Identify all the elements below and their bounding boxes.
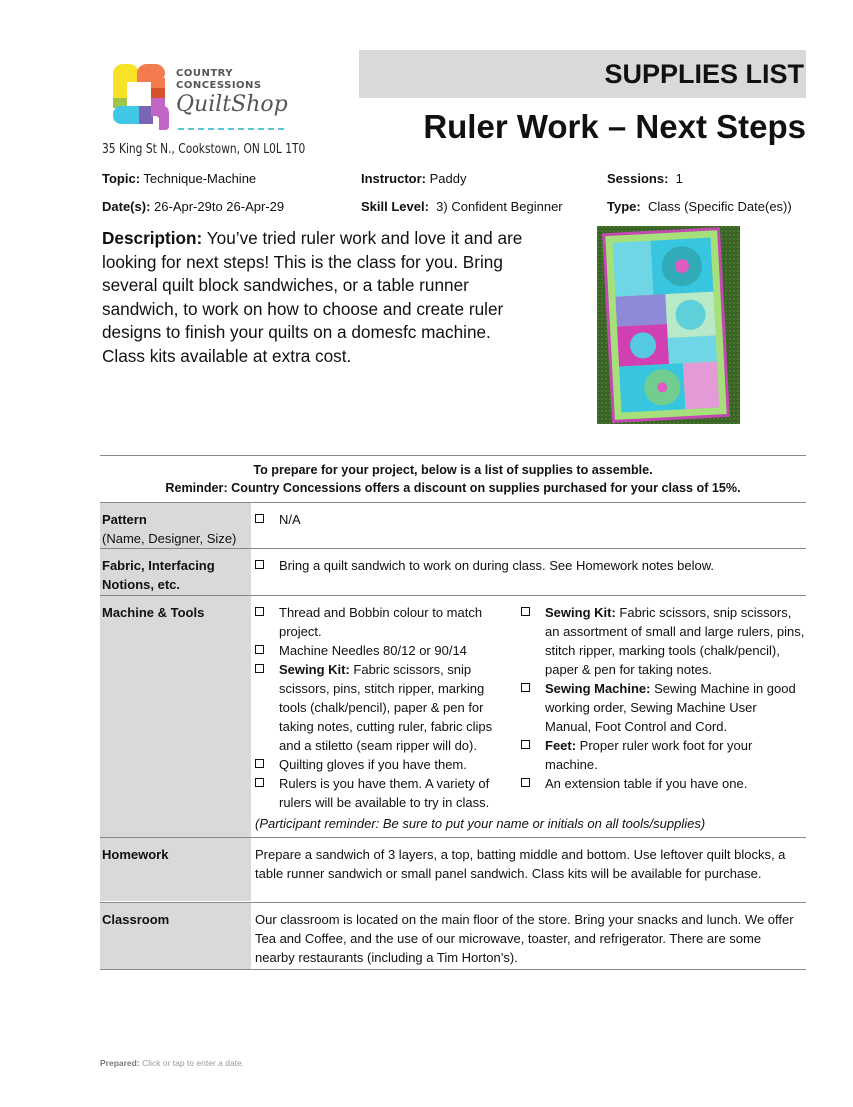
checkbox-icon[interactable] xyxy=(255,560,264,569)
description-label: Description: xyxy=(102,228,203,248)
logo-line2: CONCESSIONS xyxy=(176,80,262,91)
checkbox-icon[interactable] xyxy=(521,607,530,616)
homework-label: Homework xyxy=(102,847,169,862)
pattern-label: Pattern xyxy=(102,512,147,527)
logo-wordmark xyxy=(176,68,288,117)
checklist-item-text: Fabric scissors, snip scissors, an assortment of small and large rulers, pins, stitch ripper, marking tools (chalk/pencil), paper & pen for taking notes. xyxy=(545,605,805,677)
meta-type-label: Type: xyxy=(607,199,641,214)
machine-tools-label: Machine & Tools xyxy=(102,605,205,620)
checklist-item xyxy=(255,755,515,774)
item-bold: Sewing Kit: xyxy=(545,605,616,620)
checkbox-icon[interactable] xyxy=(255,645,264,654)
supplies-list-banner xyxy=(359,50,806,98)
supplies-list-title: SUPPLIES LIST xyxy=(604,59,804,89)
homework-text: Prepare a sandwich of 3 layers, a top, batting middle and bottom. Use leftover quilt blocks, a table runner sandwich or small panel sandwich. Class kits will be available for purchase. xyxy=(255,847,786,881)
participant-reminder: (Participant reminder: Be sure to put your name or initials on all tools/supplies) xyxy=(255,816,706,831)
supplies-intro-line1: To prepare for your project, below is a list of supplies to assemble. xyxy=(253,463,653,477)
pattern-label-block xyxy=(102,510,236,548)
checklist-item xyxy=(521,603,806,679)
machine-tools-label-block xyxy=(102,603,204,622)
meta-skill-value: 3) Confident Beginner xyxy=(436,199,563,214)
classroom-label-block xyxy=(102,910,169,929)
checkbox-icon[interactable] xyxy=(521,683,530,692)
checklist-item xyxy=(521,736,806,774)
checklist-item xyxy=(255,660,515,755)
table-row-classroom xyxy=(100,903,806,969)
checkbox-icon[interactable] xyxy=(521,778,530,787)
row-rule xyxy=(100,969,806,970)
classroom-label: Classroom xyxy=(102,912,170,927)
table-row-machine-tools xyxy=(100,596,806,837)
item-bold: Sewing Kit: xyxy=(279,662,350,677)
checklist-item xyxy=(255,556,714,575)
course-title: Ruler Work – Next Steps xyxy=(423,108,806,145)
prepared-footer xyxy=(100,1058,244,1068)
logo-line1: COUNTRY xyxy=(176,68,234,79)
checklist-item-text: Proper ruler work foot for your machine. xyxy=(545,738,753,772)
meta-sessions xyxy=(607,171,683,186)
meta-type-value: Class (Specific Date(es)) xyxy=(647,199,792,214)
meta-instructor xyxy=(361,171,467,186)
prepared-date-field[interactable]: Click or tap to enter a date. xyxy=(142,1058,245,1068)
table-row-pattern xyxy=(100,503,806,548)
classroom-text: Our classroom is located on the main floor of the store. Bring your snacks and lunch. We offer Tea and Coffee, and the use of our microwave, toaster, and refrigerator. There are some nearby restaurants (including a Tim Horton’s). xyxy=(255,912,794,965)
pattern-content xyxy=(255,510,301,529)
prepared-label: Prepared: xyxy=(100,1058,140,1068)
logo-dashed-rule xyxy=(178,128,284,130)
meta-instructor-label: Instructor: xyxy=(361,171,426,186)
description-text: You’ve tried ruler work and love it and are looking for next steps! This is the class for you. Bring several quilt block sandwiches, or a table runner sandwich, to work on how to choose and create ruler designs to finish your quilts on a domesfc machine. Class kits available at extra cost. xyxy=(102,228,523,366)
item-bold: Feet: xyxy=(545,738,577,753)
checklist-item xyxy=(255,641,515,660)
checkbox-icon[interactable] xyxy=(255,778,264,787)
checklist-item xyxy=(521,774,806,793)
shop-address: 35 King St N., Cookstown, ON L0L 1T0 xyxy=(102,142,306,157)
checklist-item xyxy=(255,774,515,812)
meta-instructor-value: Paddy xyxy=(429,171,467,186)
checkbox-icon[interactable] xyxy=(255,514,264,523)
meta-sessions-label: Sessions: xyxy=(607,171,669,186)
checklist-item xyxy=(521,679,806,736)
machine-tools-right-list xyxy=(521,603,806,793)
meta-dates-value: 26-Apr-29to 26-Apr-29 xyxy=(154,199,285,214)
meta-dates-label: Date(s): xyxy=(102,199,151,214)
checkbox-icon[interactable] xyxy=(255,759,264,768)
row-label-cell xyxy=(100,838,251,901)
fabric-label-line2: Notions, etc. xyxy=(102,577,181,592)
meta-skill-level xyxy=(361,199,563,214)
machine-tools-left-list xyxy=(255,603,515,812)
quilt-shop-logo xyxy=(110,62,290,140)
item-bold: Sewing Machine: xyxy=(545,681,651,696)
meta-topic-label: Topic: xyxy=(102,171,141,186)
meta-topic xyxy=(102,171,256,186)
checklist-item-text: Quilting gloves if you have them. xyxy=(279,757,467,772)
meta-dates xyxy=(102,199,284,214)
checklist-item xyxy=(255,510,301,529)
fabric-label-block xyxy=(102,556,215,594)
homework-label-block xyxy=(102,845,168,864)
logo-script: QuiltShop xyxy=(176,92,288,117)
supplies-intro xyxy=(100,461,806,497)
checklist-item-text: An extension table if you have one. xyxy=(545,776,748,791)
checklist-item-text: Machine Needles 80/12 or 90/14 xyxy=(279,643,467,658)
row-label-cell xyxy=(100,596,251,837)
table-top-rule xyxy=(100,455,806,456)
checklist-item xyxy=(255,603,515,641)
checklist-item-text: Sewing Machine in good working order, Sewing Machine User Manual, Foot Control and Cord. xyxy=(545,681,796,734)
meta-topic-value: Technique-Machine xyxy=(143,171,257,186)
meta-sessions-value: 1 xyxy=(675,171,683,186)
table-row-homework xyxy=(100,838,806,901)
meta-skill-label: Skill Level: xyxy=(361,199,429,214)
checkbox-icon[interactable] xyxy=(255,607,264,616)
row-label-cell xyxy=(100,549,251,595)
quilt-runner-photo xyxy=(597,226,740,424)
logo-q-icon xyxy=(113,64,171,130)
checklist-item-text: Thread and Bobbin colour to match project. xyxy=(279,605,483,639)
checkbox-icon[interactable] xyxy=(255,664,264,673)
fabric-label-line1: Fabric, Interfacing xyxy=(102,558,215,573)
fabric-content xyxy=(255,556,714,575)
checklist-item-text: N/A xyxy=(279,512,301,527)
checklist-item-text: Bring a quilt sandwich to work on during class. See Homework notes below. xyxy=(279,558,714,573)
table-row-fabric xyxy=(100,549,806,595)
checkbox-icon[interactable] xyxy=(521,740,530,749)
row-label-cell xyxy=(100,503,251,548)
class-description xyxy=(102,227,532,369)
meta-type xyxy=(607,199,792,214)
pattern-sublabel: (Name, Designer, Size) xyxy=(102,531,237,546)
checklist-item-text: Fabric scissors, snip scissors, pins, stitch ripper, marking tools (chalk/pencil), paper & pen for taking notes, cutting ruler, fabric clips and a stiletto (seam ripper will do). xyxy=(279,662,493,753)
row-label-cell xyxy=(100,903,251,969)
supplies-intro-line2: Reminder: Country Concessions offers a discount on supplies purchased for your class of 15%. xyxy=(165,481,741,495)
checklist-item-text: Rulers is you have them. A variety of rulers will be available to try in class. xyxy=(279,776,490,810)
